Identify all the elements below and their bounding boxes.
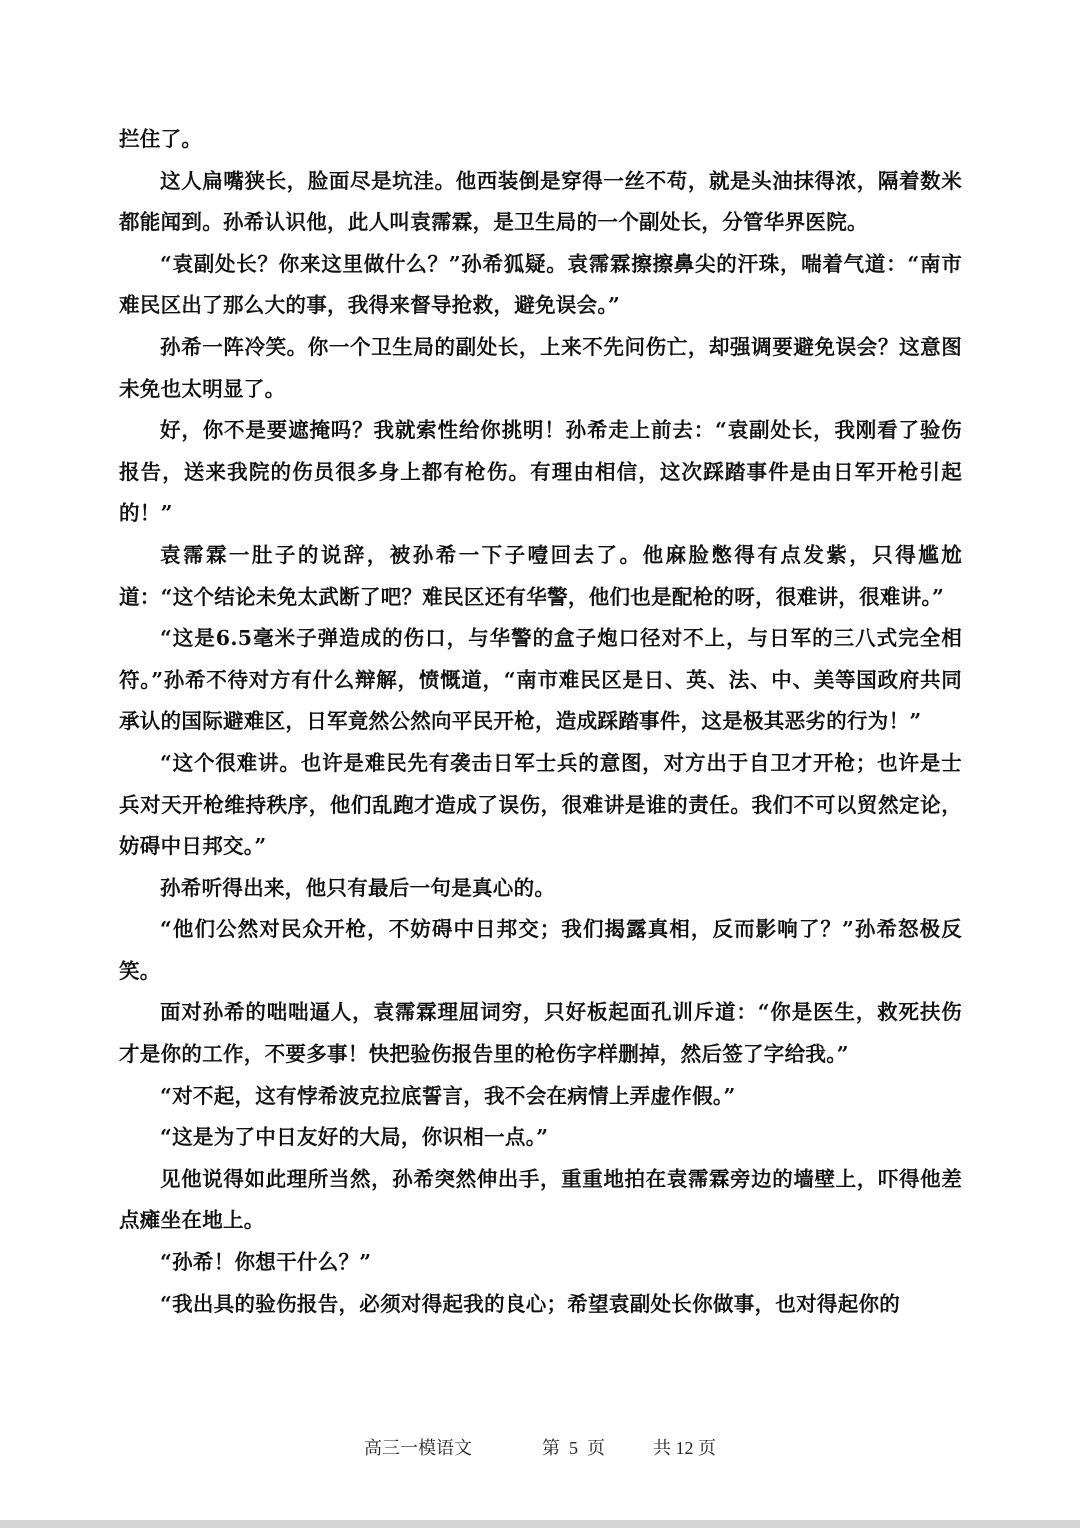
- paragraph: “我出具的验伤报告，必须对得起我的良心；希望袁副处长你做事，也对得起你的: [160, 1291, 901, 1316]
- viewer-bottom-edge: [0, 1520, 1080, 1528]
- paragraph: “这个很难讲。也许是难民先有袭击日军士兵的意图，对方出于自卫才开枪；也许是士兵对天开枪维持秩序，他们乱跑才造成了误伤，很难讲是谁的责任。我们不可以贸然定论，妨碍中日邦交。”: [119, 750, 962, 859]
- paragraph: “孙希！你想干什么？”: [160, 1250, 372, 1275]
- paragraph: “他们公然对民众开枪，不妨碍中日邦交；我们揭露真相，反而影响了？”孙希怒极反笑。: [119, 917, 962, 983]
- paragraph: 面对孙希的咄咄逼人，袁霈霖理屈词穷，只好板起面孔训斥道：“你是医生，救死扶伤才是你的工作，不要多事！快把验伤报告里的枪伤字样删掉，然后签了字给我。”: [119, 1000, 962, 1067]
- footer-exam-title: 高三一模语文: [364, 1438, 472, 1458]
- paragraph: “这是6.5毫米子弹造成的伤口，与华警的盒子炮口径对不上，与日军的三八式完全相符。”孙希不待对方有什么辩解，愤慨道，“南市难民区是日、英、法、中、美等国政府共同承认的国际避难区，日军竟然公然向平民开枪，造成踩踏事件，这是极其恶劣的行为！”: [119, 626, 962, 734]
- page-footer: [0, 1434, 1080, 1460]
- paragraph: “这是为了中日友好的大局，你识相一点。”: [160, 1125, 549, 1150]
- footer-total-pages: 共 12 页: [653, 1438, 716, 1458]
- paragraph: 见他说得如此理所当然，孙希突然伸出手，重重地拍在袁霈霖旁边的墙壁上，吓得他差点瘫坐在地上。: [119, 1166, 962, 1233]
- paragraph: “对不起，这有悖希波克拉底誓言，我不会在病情上弄虚作假。”: [160, 1083, 736, 1108]
- body-text: [119, 119, 962, 1325]
- paragraph: 袁霈霖一肚子的说辞，被孙希一下子噎回去了。他麻脸憋得有点发紫，只得尴尬道：“这个结论未免太武断了吧？难民区还有华警，他们也是配枪的呀，很难讲，很难讲。”: [119, 542, 962, 609]
- paragraph: 孙希听得出来，他只有最后一句是真心的。: [160, 875, 556, 900]
- footer-page-number: 第 5 页: [542, 1438, 605, 1458]
- paragraph: 拦住了。: [119, 127, 203, 151]
- paragraph: 这人扁嘴狭长，脸面尽是坑洼。他西装倒是穿得一丝不苟，就是头油抹得浓，隔着数米都能闻到。孙希认识他，此人叫袁霈霖，是卫生局的一个副处长，分管华界医院。: [119, 168, 962, 235]
- paragraph: 好，你不是要遮掩吗？我就索性给你挑明！孙希走上前去：“袁副处长，我刚看了验伤报告，送来我院的伤员很多身上都有枪伤。有理由相信，这次踩踏事件是由日军开枪引起的！”: [119, 418, 962, 526]
- paragraph: “袁副处长？你来这里做什么？”孙希狐疑。袁霈霖擦擦鼻尖的汗珠，喘着气道：“南市难民区出了那么大的事，我得来督导抢救，避免误会。”: [119, 251, 962, 318]
- paragraph: 孙希一阵冷笑。你一个卫生局的副处长，上来不先问伤亡，却强调要避免误会？这意图未免也太明显了。: [119, 334, 962, 401]
